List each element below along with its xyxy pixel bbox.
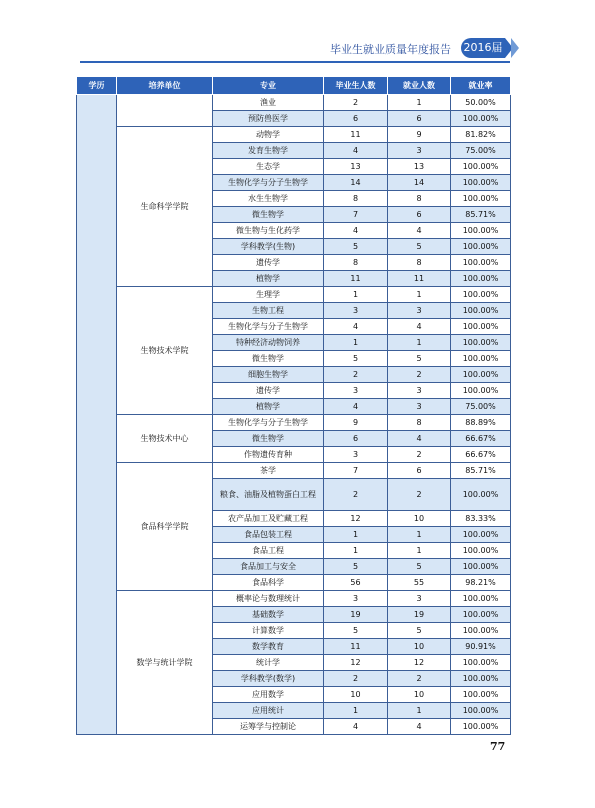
employed-cell: 1: [388, 543, 451, 559]
employed-cell: 5: [388, 559, 451, 575]
graduates-cell: 11: [324, 271, 388, 287]
graduates-cell: 19: [324, 607, 388, 623]
major-cell: 微生物学: [213, 351, 324, 367]
major-cell: 发育生物学: [213, 143, 324, 159]
graduates-cell: 11: [324, 127, 388, 143]
col-header-major: 专业: [213, 77, 324, 95]
rate-cell: 100.00%: [451, 671, 511, 687]
rate-cell: 81.82%: [451, 127, 511, 143]
major-cell: 水生生物学: [213, 191, 324, 207]
graduates-cell: 3: [324, 383, 388, 399]
major-cell: 生物工程: [213, 303, 324, 319]
rate-cell: 83.33%: [451, 511, 511, 527]
employed-cell: 11: [388, 271, 451, 287]
col-header-unit: 培养单位: [117, 77, 213, 95]
employed-cell: 5: [388, 239, 451, 255]
rate-cell: 100.00%: [451, 479, 511, 511]
major-cell: 生理学: [213, 287, 324, 303]
major-cell: 概率论与数理统计: [213, 591, 324, 607]
major-cell: 农产品加工及贮藏工程: [213, 511, 324, 527]
col-header-rate: 就业率: [451, 77, 511, 95]
employed-cell: 6: [388, 207, 451, 223]
major-cell: 植物学: [213, 399, 324, 415]
unit-cell: 生命科学学院: [117, 127, 213, 287]
employed-cell: 3: [388, 591, 451, 607]
rate-cell: 100.00%: [451, 607, 511, 623]
employed-cell: 5: [388, 351, 451, 367]
major-cell: 遗传学: [213, 383, 324, 399]
rate-cell: 100.00%: [451, 287, 511, 303]
graduates-cell: 2: [324, 367, 388, 383]
unit-cell: 数学与统计学院: [117, 591, 213, 735]
employed-cell: 3: [388, 399, 451, 415]
employed-cell: 55: [388, 575, 451, 591]
graduates-cell: 3: [324, 303, 388, 319]
employed-cell: 10: [388, 687, 451, 703]
col-header-degree: 学历: [77, 77, 117, 95]
major-cell: 应用统计: [213, 703, 324, 719]
rate-cell: 100.00%: [451, 623, 511, 639]
graduates-cell: 1: [324, 335, 388, 351]
rate-cell: 88.89%: [451, 415, 511, 431]
major-cell: 渔业: [213, 95, 324, 111]
rate-cell: 100.00%: [451, 543, 511, 559]
table-header-row: [77, 77, 511, 95]
chevron-right-icon: [511, 38, 519, 58]
graduates-cell: 4: [324, 143, 388, 159]
graduates-cell: 9: [324, 415, 388, 431]
rate-cell: 100.00%: [451, 687, 511, 703]
graduates-cell: 1: [324, 527, 388, 543]
table-row: [77, 127, 511, 143]
major-cell: 生物化学与分子生物学: [213, 175, 324, 191]
major-cell: 茶学: [213, 463, 324, 479]
rate-cell: 90.91%: [451, 639, 511, 655]
graduates-cell: 1: [324, 703, 388, 719]
rate-cell: 100.00%: [451, 111, 511, 127]
major-cell: 运筹学与控制论: [213, 719, 324, 735]
rate-cell: 75.00%: [451, 399, 511, 415]
graduates-cell: 5: [324, 351, 388, 367]
table-row: [77, 95, 511, 111]
employed-cell: 5: [388, 623, 451, 639]
graduates-cell: 2: [324, 95, 388, 111]
table-row: [77, 591, 511, 607]
employed-cell: 8: [388, 255, 451, 271]
graduates-cell: 1: [324, 287, 388, 303]
graduates-cell: 13: [324, 159, 388, 175]
graduates-cell: 5: [324, 559, 388, 575]
employed-cell: 1: [388, 335, 451, 351]
table-row: [77, 463, 511, 479]
employment-table: [76, 76, 511, 735]
rate-cell: 100.00%: [451, 239, 511, 255]
graduates-cell: 2: [324, 479, 388, 511]
rate-cell: 100.00%: [451, 719, 511, 735]
employed-cell: 3: [388, 303, 451, 319]
employed-cell: 3: [388, 383, 451, 399]
employed-cell: 4: [388, 431, 451, 447]
employed-cell: 1: [388, 95, 451, 111]
major-cell: 微生物学: [213, 431, 324, 447]
employed-cell: 4: [388, 719, 451, 735]
graduates-cell: 56: [324, 575, 388, 591]
major-cell: 食品科学: [213, 575, 324, 591]
year-badge: 2016届: [461, 38, 505, 58]
major-cell: 细胞生物学: [213, 367, 324, 383]
rate-cell: 100.00%: [451, 655, 511, 671]
graduates-cell: 12: [324, 655, 388, 671]
report-title: 毕业生就业质量年度报告: [330, 43, 451, 56]
rate-cell: 66.67%: [451, 447, 511, 463]
graduates-cell: 2: [324, 671, 388, 687]
major-cell: 食品工程: [213, 543, 324, 559]
rate-cell: 100.00%: [451, 255, 511, 271]
major-cell: 学科教学(数学): [213, 671, 324, 687]
rate-cell: 66.67%: [451, 431, 511, 447]
graduates-cell: 5: [324, 239, 388, 255]
rate-cell: 100.00%: [451, 223, 511, 239]
rate-cell: 100.00%: [451, 335, 511, 351]
employed-cell: 9: [388, 127, 451, 143]
unit-cell: 生物技术学院: [117, 287, 213, 415]
graduates-cell: 1: [324, 543, 388, 559]
major-cell: 食品加工与安全: [213, 559, 324, 575]
graduates-cell: 8: [324, 191, 388, 207]
col-header-graduates: 毕业生人数: [324, 77, 388, 95]
rate-cell: 100.00%: [451, 527, 511, 543]
employed-cell: 1: [388, 703, 451, 719]
employed-cell: 2: [388, 447, 451, 463]
graduates-cell: 4: [324, 319, 388, 335]
major-cell: 计算数学: [213, 623, 324, 639]
graduates-cell: 4: [324, 719, 388, 735]
header-divider: [80, 61, 510, 63]
major-cell: 生物化学与分子生物学: [213, 319, 324, 335]
employed-cell: 12: [388, 655, 451, 671]
rate-cell: 100.00%: [451, 191, 511, 207]
rate-cell: 100.00%: [451, 703, 511, 719]
employed-cell: 4: [388, 223, 451, 239]
employed-cell: 3: [388, 143, 451, 159]
rate-cell: 85.71%: [451, 207, 511, 223]
employed-cell: 1: [388, 527, 451, 543]
graduates-cell: 10: [324, 687, 388, 703]
major-cell: 微生物学: [213, 207, 324, 223]
graduates-cell: 11: [324, 639, 388, 655]
major-cell: 动物学: [213, 127, 324, 143]
graduates-cell: 4: [324, 223, 388, 239]
rate-cell: 100.00%: [451, 303, 511, 319]
col-header-employed: 就业人数: [388, 77, 451, 95]
graduates-cell: 7: [324, 463, 388, 479]
graduates-cell: 3: [324, 447, 388, 463]
employed-cell: 10: [388, 511, 451, 527]
major-cell: 植物学: [213, 271, 324, 287]
graduates-cell: 6: [324, 431, 388, 447]
major-cell: 基础数学: [213, 607, 324, 623]
graduates-cell: 8: [324, 255, 388, 271]
major-cell: 特种经济动物饲养: [213, 335, 324, 351]
employment-table-container: [76, 76, 510, 735]
table-row: [77, 287, 511, 303]
employed-cell: 6: [388, 111, 451, 127]
rate-cell: 100.00%: [451, 319, 511, 335]
employed-cell: 2: [388, 479, 451, 511]
graduates-cell: 4: [324, 399, 388, 415]
employed-cell: 8: [388, 191, 451, 207]
rate-cell: 100.00%: [451, 591, 511, 607]
graduates-cell: 3: [324, 591, 388, 607]
unit-cell: 食品科学学院: [117, 463, 213, 591]
graduates-cell: 14: [324, 175, 388, 191]
major-cell: 遗传学: [213, 255, 324, 271]
major-cell: 粮食、油脂及植物蛋白工程: [213, 479, 324, 511]
employed-cell: 6: [388, 463, 451, 479]
employed-cell: 14: [388, 175, 451, 191]
major-cell: 微生物与生化药学: [213, 223, 324, 239]
employed-cell: 2: [388, 367, 451, 383]
rate-cell: 98.21%: [451, 575, 511, 591]
graduates-cell: 6: [324, 111, 388, 127]
employed-cell: 8: [388, 415, 451, 431]
rate-cell: 75.00%: [451, 143, 511, 159]
table-body: [77, 95, 511, 735]
rate-cell: 100.00%: [451, 559, 511, 575]
rate-cell: 100.00%: [451, 383, 511, 399]
page-number: 77: [490, 740, 506, 753]
major-cell: 预防兽医学: [213, 111, 324, 127]
employed-cell: 13: [388, 159, 451, 175]
rate-cell: 100.00%: [451, 271, 511, 287]
employed-cell: 19: [388, 607, 451, 623]
graduates-cell: 12: [324, 511, 388, 527]
major-cell: 食品包装工程: [213, 527, 324, 543]
major-cell: 数学教育: [213, 639, 324, 655]
rate-cell: 85.71%: [451, 463, 511, 479]
major-cell: 应用数学: [213, 687, 324, 703]
major-cell: 作物遗传育种: [213, 447, 324, 463]
major-cell: 学科教学(生物): [213, 239, 324, 255]
rate-cell: 100.00%: [451, 351, 511, 367]
employed-cell: 2: [388, 671, 451, 687]
rate-cell: 100.00%: [451, 159, 511, 175]
graduates-cell: 7: [324, 207, 388, 223]
rate-cell: 100.00%: [451, 367, 511, 383]
employed-cell: 1: [388, 287, 451, 303]
unit-cell: 生物技术中心: [117, 415, 213, 463]
graduates-cell: 5: [324, 623, 388, 639]
major-cell: 统计学: [213, 655, 324, 671]
major-cell: 生物化学与分子生物学: [213, 415, 324, 431]
rate-cell: 50.00%: [451, 95, 511, 111]
table-row: [77, 415, 511, 431]
rate-cell: 100.00%: [451, 175, 511, 191]
employed-cell: 4: [388, 319, 451, 335]
employed-cell: 10: [388, 639, 451, 655]
unit-cell: [117, 95, 213, 127]
major-cell: 生态学: [213, 159, 324, 175]
degree-cell: [77, 95, 117, 735]
